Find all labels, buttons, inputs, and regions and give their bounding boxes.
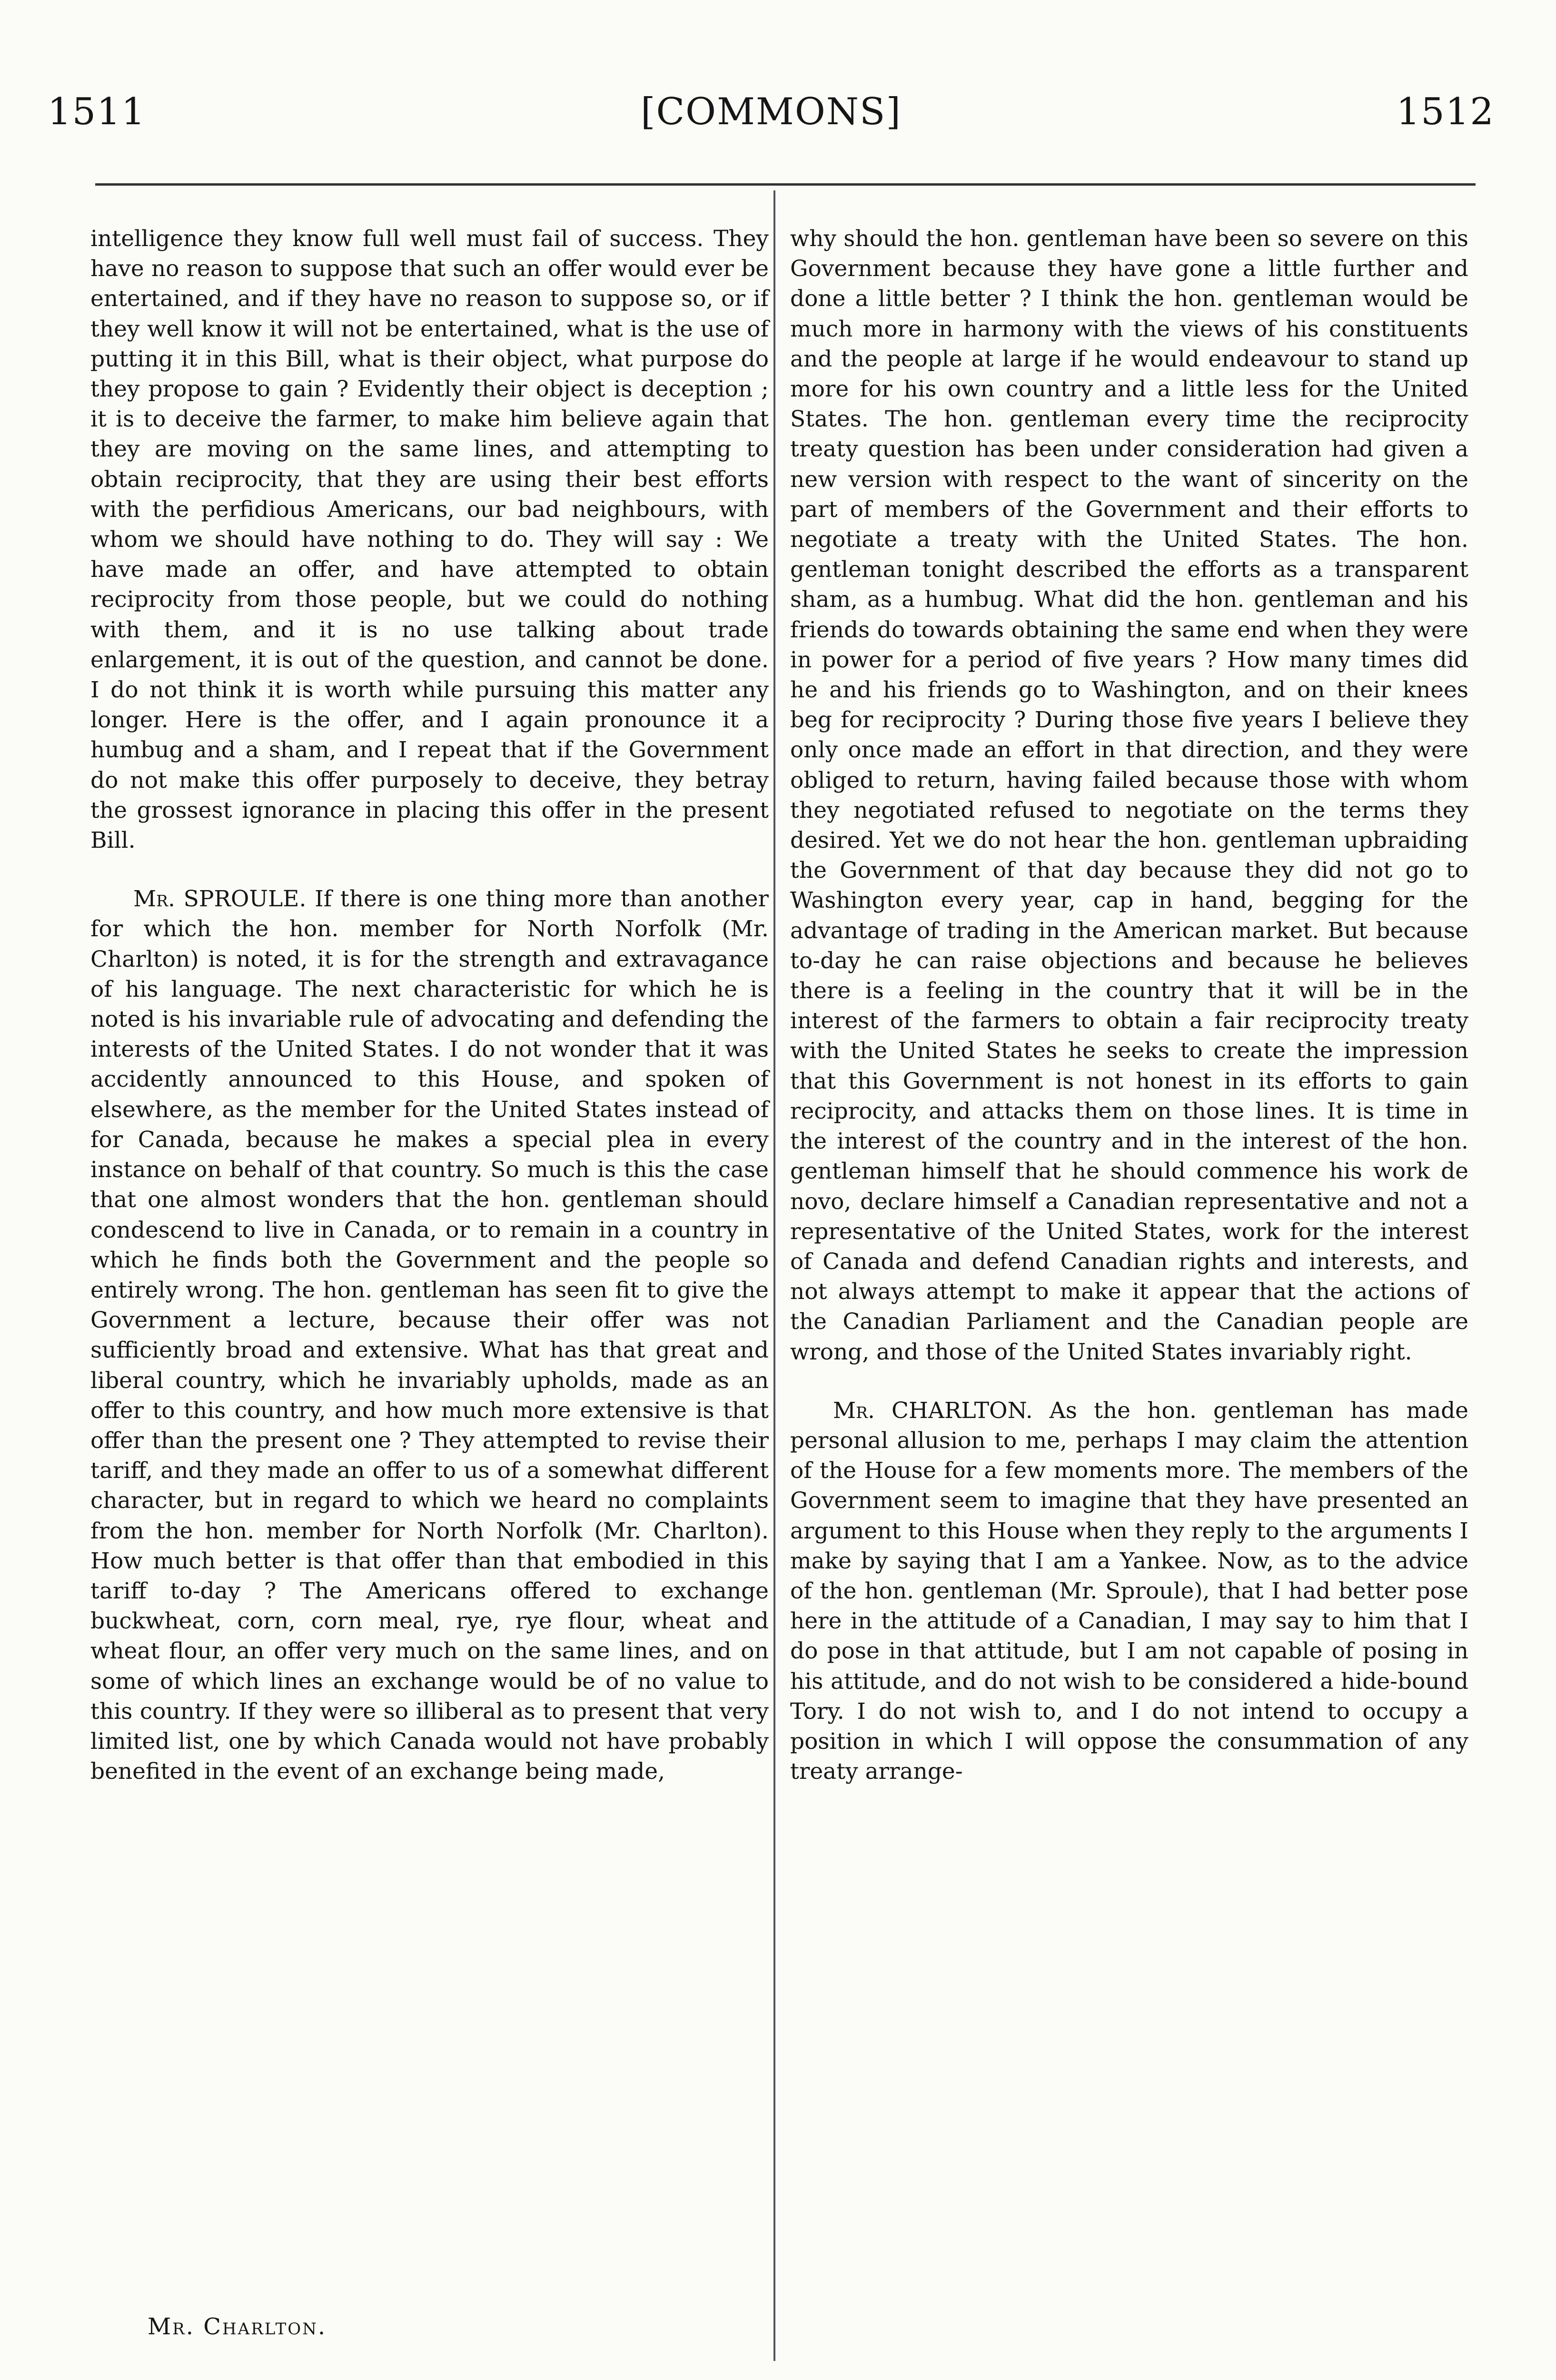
page-header: [48, 90, 1495, 157]
page-number-right: 1512: [1396, 90, 1495, 133]
left-paragraph-2: [90, 884, 769, 1786]
right-paragraph-2-text: As the hon. gentleman has made personal allusion to me, perhaps I may claim the attention of the House for a few moments more. The members of the Government seem to imagine that they have presented an argument to this House when they reply to the arguments I make by saying that I am a Yankee. Now, as to the advice of the hon. gentleman (Mr. Sproule), that I had better pose here in the attitude of a Canadian, I may say to him that I do pose in that attitude, but I am not capable of posing in his attitude, and do not wish to be considered a hide-bound Tory. I do not wish to, and I do not intend to occupy a position in which I will oppose the consummation of any treaty arrange-: [790, 1397, 1468, 1785]
right-paragraph-1: why should the hon. gentleman have been so severe on this Government because they have gone a little further and done a little better ? I think the hon. gentleman would be much more in harmony with the views of his constituents and the people at large if he would endeavour to stand up more for his own country and a little less for the United States. The hon. gentleman every time the reciprocity treaty question has been under consideration had given a new version with respect to the want of sincerity on the part of members of the Government and their efforts to negotiate a treaty with the United States. The hon. gentleman tonight described the efforts as a transparent sham, as a humbug. What did the hon. gentleman and his friends do towards obtaining the same end when they were in power for a period of five years ? How many times did he and his friends go to Washington, and on their knees beg for reciprocity ? During those five years I believe they only once made an effort in that direction, and they were obliged to return, having failed because those with whom they negotiated refused to negotiate on the terms they desired. Yet we do not hear the hon. gentleman upbraiding the Government of that day because they did not go to Washington every year, cap in hand, begging for the advantage of trading in the American market. But because to-day he can raise objections and because he believes there is a feeling in the country that it will be in the interest of the farmers to obtain a fair reciprocity treaty with the United States he seeks to create the impression that this Government is not honest in its efforts to gain reciprocity, and attacks them on those lines. It is time in the interest of the country and in the interest of the hon. gentleman himself that he should commence his work de novo, declare himself a Canadian representative and not a representative of the United States, work for the interest of Canada and defend Canadian rights and interests, and not always attempt to make it appear that the actions of the Canadian Parliament and the Canadian people are wrong, and those of the United States invariably right.: [790, 226, 1468, 1365]
left-column: [90, 224, 769, 1786]
page-title: [COMMONS]: [641, 90, 902, 133]
left-paragraph-2-text: If there is one thing more than another for which the hon. member for North Norfolk (Mr. Charlton) is noted, it is for the strength and extravagance of his language. The next characteristic for which he is noted is his invariable rule of advocating and defending the interests of the United States. I do not wonder that it was accidently announced to this House, and spoken of elsewhere, as the member for the United States instead of for Canada, because he makes a special plea in every instance on behalf of that country. So much is this the case that one almost wonders that the hon. gentleman should condescend to live in Canada, or to remain in a country in which he finds both the Government and the people so entirely wrong. The hon. gentleman has seen fit to give the Government a lecture, because their offer was not sufficiently broad and extensive. What has that great and liberal country, which he invariably upholds, made as an offer to this country, and how much more extensive is that offer than the present one ? They attempted to revise their tariff, and they made an offer to us of a somewhat different character, but in regard to which we heard no complaints from the hon. member for North Norfolk (Mr. Charlton). How much better is that offer than that embodied in this tariff to-day ? The Americans offered to exchange buckwheat, corn, corn meal, rye, rye flour, wheat and wheat flour, an offer very much on the same lines, and on some of which lines an exchange would be of no value to this country. If they were so illiberal as to present that very limited list, one by which Canada would not have probably benefited in the event of an exchange being made,: [90, 886, 769, 1785]
header-divider: [95, 183, 1476, 186]
page-number-left: 1511: [48, 90, 146, 133]
right-paragraph-2: [790, 1396, 1468, 1787]
speaker-charlton: Mr. CHARLTON.: [833, 1397, 1033, 1424]
left-paragraph-1: intelligence they know full well must fail of success. They have no reason to suppose that such an offer would ever be entertained, and if they have no reason to suppose so, or if they well know it will not be entertained, what is the use of putting it in this Bill, what is their object, what purpose do they propose to gain ? Evidently their object is deception ; it is to deceive the farmer, to make him believe again that they are moving on the same lines, and attempting to obtain reciprocity, that they are using their best efforts with the perfidious Americans, our bad neighbours, with whom we should have nothing to do. They will say : We have made an offer, and have attempted to obtain reciprocity from those people, but we could do nothing with them, and it is no use talking about trade enlargement, it is out of the question, and cannot be done. I do not think it is worth while pursuing this matter any longer. Here is the offer, and I again pronounce it a humbug and a sham, and I repeat that if the Government do not make this offer purposely to deceive, they betray the grossest ignorance in placing this offer in the present Bill.: [90, 226, 769, 854]
speaker-sproule: Mr. SPROULE.: [133, 886, 307, 912]
right-column: [790, 224, 1468, 1786]
footer-speaker: Mr. Charlton.: [148, 2313, 327, 2340]
column-divider: [773, 190, 775, 2361]
